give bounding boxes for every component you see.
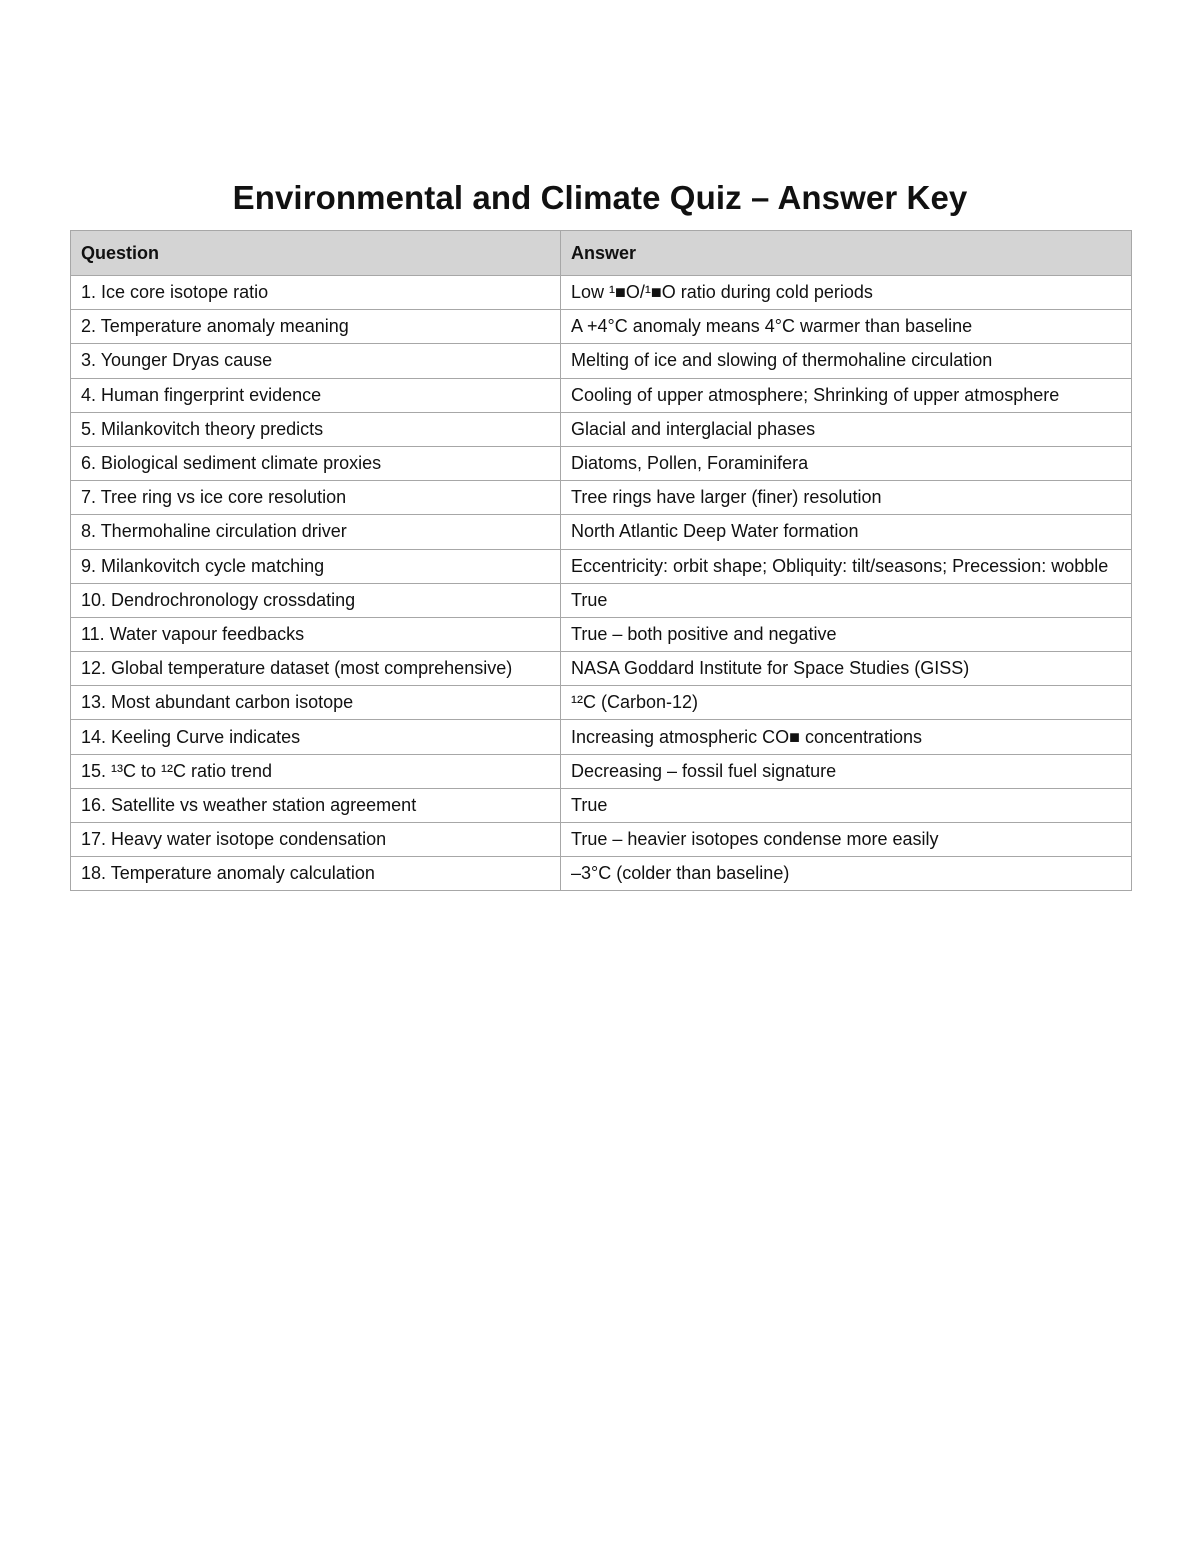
question-cell: 15. ¹³C to ¹²C ratio trend — [71, 754, 561, 788]
table-row — [71, 549, 1132, 583]
table-row — [71, 276, 1132, 310]
answer-cell: Decreasing – fossil fuel signature — [561, 754, 1132, 788]
question-cell: 13. Most abundant carbon isotope — [71, 686, 561, 720]
answer-cell: Low ¹■O/¹■O ratio during cold periods — [561, 276, 1132, 310]
table-row — [71, 823, 1132, 857]
answer-cell: Tree rings have larger (finer) resolution — [561, 481, 1132, 515]
table-row — [71, 378, 1132, 412]
table-row — [71, 583, 1132, 617]
question-cell: 18. Temperature anomaly calculation — [71, 857, 561, 891]
column-header-question: Question — [71, 231, 561, 276]
answer-cell: A +4°C anomaly means 4°C warmer than baseline — [561, 310, 1132, 344]
question-cell: 6. Biological sediment climate proxies — [71, 446, 561, 480]
question-cell: 5. Milankovitch theory predicts — [71, 412, 561, 446]
table-row — [71, 857, 1132, 891]
question-cell: 4. Human fingerprint evidence — [71, 378, 561, 412]
question-cell: 3. Younger Dryas cause — [71, 344, 561, 378]
table-row — [71, 446, 1132, 480]
answer-cell: Increasing atmospheric CO■ concentrations — [561, 720, 1132, 754]
question-cell: 2. Temperature anomaly meaning — [71, 310, 561, 344]
answer-key-table — [70, 230, 1132, 891]
question-cell: 9. Milankovitch cycle matching — [71, 549, 561, 583]
question-cell: 8. Thermohaline circulation driver — [71, 515, 561, 549]
question-cell: 12. Global temperature dataset (most comprehensive) — [71, 652, 561, 686]
answer-cell: True – both positive and negative — [561, 617, 1132, 651]
answer-cell: NASA Goddard Institute for Space Studies (GISS) — [561, 652, 1132, 686]
table-row — [71, 344, 1132, 378]
answer-cell: North Atlantic Deep Water formation — [561, 515, 1132, 549]
table-row — [71, 686, 1132, 720]
answer-cell: True — [561, 583, 1132, 617]
question-cell: 7. Tree ring vs ice core resolution — [71, 481, 561, 515]
page-title: Environmental and Climate Quiz – Answer Key — [232, 179, 968, 217]
table-row — [71, 788, 1132, 822]
table-row — [71, 412, 1132, 446]
table-row — [71, 720, 1132, 754]
column-header-answer: Answer — [561, 231, 1132, 276]
answer-cell: Cooling of upper atmosphere; Shrinking of upper atmosphere — [561, 378, 1132, 412]
table-row — [71, 652, 1132, 686]
question-cell: 14. Keeling Curve indicates — [71, 720, 561, 754]
question-cell: 1. Ice core isotope ratio — [71, 276, 561, 310]
answer-cell: Diatoms, Pollen, Foraminifera — [561, 446, 1132, 480]
answer-cell: Eccentricity: orbit shape; Obliquity: tilt/seasons; Precession: wobble — [561, 549, 1132, 583]
table-row — [71, 481, 1132, 515]
table-row — [71, 754, 1132, 788]
question-cell: 11. Water vapour feedbacks — [71, 617, 561, 651]
question-cell: 10. Dendrochronology crossdating — [71, 583, 561, 617]
answer-cell: True — [561, 788, 1132, 822]
table-row — [71, 515, 1132, 549]
answer-cell: Glacial and interglacial phases — [561, 412, 1132, 446]
table-row — [71, 310, 1132, 344]
question-cell: 16. Satellite vs weather station agreement — [71, 788, 561, 822]
question-cell: 17. Heavy water isotope condensation — [71, 823, 561, 857]
answer-cell: True – heavier isotopes condense more easily — [561, 823, 1132, 857]
answer-cell: ¹²C (Carbon-12) — [561, 686, 1132, 720]
table-row — [71, 617, 1132, 651]
answer-cell: Melting of ice and slowing of thermohaline circulation — [561, 344, 1132, 378]
answer-cell: –3°C (colder than baseline) — [561, 857, 1132, 891]
table-header-row — [71, 231, 1132, 276]
